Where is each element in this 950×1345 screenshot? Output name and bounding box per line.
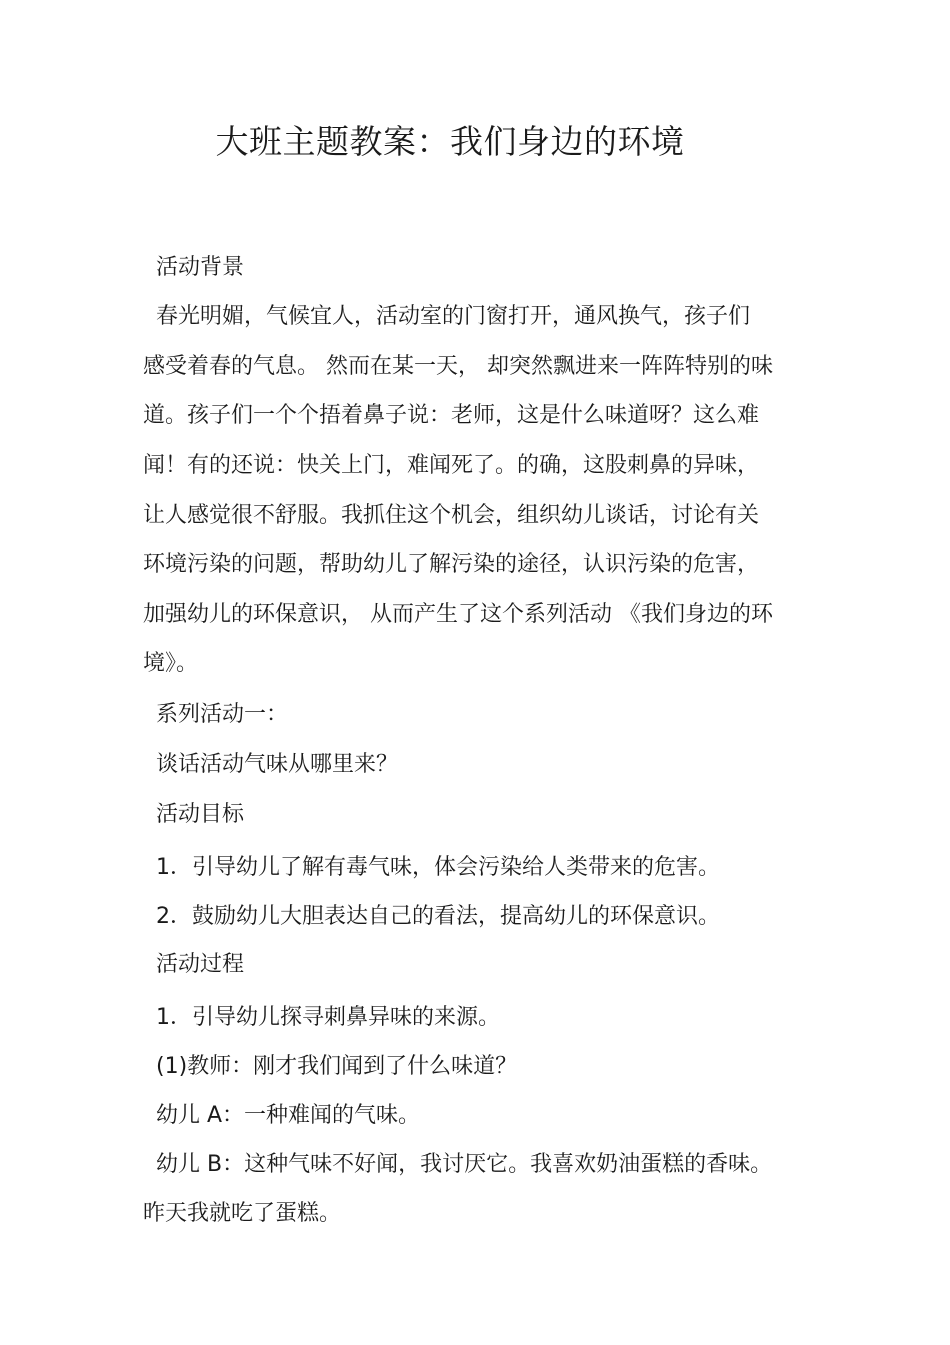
paragraph-line: 闻！有的还说：快关上门，难闻死了。的确，这股刺鼻的异味，	[143, 453, 760, 478]
activity-title: 谈话活动气味从哪里来？	[156, 752, 399, 777]
section-heading-series: 系列活动一：	[156, 702, 289, 727]
paragraph-line: 让人感觉很不舒服。我抓住这个机会，组织幼儿谈话，讨论有关	[143, 503, 760, 528]
process-line: 幼儿 A：一种难闻的气味。	[156, 1103, 421, 1128]
goal-item: 2．鼓励幼儿大胆表达自己的看法，提高幼儿的环保意识。	[156, 904, 720, 929]
process-line: 幼儿 B：这种气味不好闻，我讨厌它。我喜欢奶油蛋糕的香味。	[156, 1152, 773, 1177]
goal-item: 1．引导幼儿了解有毒气味，体会污染给人类带来的危害。	[156, 855, 720, 880]
paragraph-line: 感受着春的气息。 然而在某一天， 却突然飘进来一阵阵特别的味	[143, 354, 773, 379]
section-heading-goals: 活动目标	[156, 802, 245, 827]
page-title: 大班主题教案：我们身边的环境	[215, 122, 685, 161]
paragraph-line: 加强幼儿的环保意识， 从而产生了这个系列活动 《我们身边的环	[143, 602, 773, 627]
paragraph-line: 春光明媚，气候宜人，活动室的门窗打开，通风换气，孩子们	[156, 304, 751, 329]
process-line: 1．引导幼儿探寻刺鼻异味的来源。	[156, 1005, 500, 1030]
section-heading-process: 活动过程	[156, 952, 245, 977]
process-line: (1)教师：刚才我们闻到了什么味道？	[156, 1054, 518, 1079]
section-heading-background: 活动背景	[156, 255, 245, 280]
process-line: 昨天我就吃了蛋糕。	[143, 1201, 342, 1226]
paragraph-line: 环境污染的问题，帮助幼儿了解污染的途径，认识污染的危害，	[143, 552, 760, 577]
paragraph-line: 境》。	[143, 651, 199, 676]
paragraph-line: 道。孩子们一个个捂着鼻子说：老师，这是什么味道呀？这么难	[143, 403, 760, 428]
